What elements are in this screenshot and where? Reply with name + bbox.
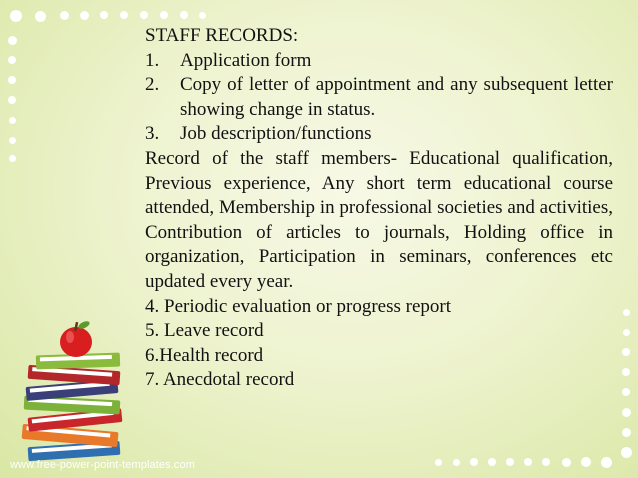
decorative-dot — [622, 408, 631, 417]
list-item: 4. Periodic evaluation or progress report — [145, 295, 452, 317]
list-item-number: 2. — [145, 74, 160, 96]
decorative-dot — [9, 155, 16, 162]
decorative-dot — [8, 56, 16, 64]
decorative-dot — [10, 10, 22, 22]
list-item: 6.Health record — [145, 344, 264, 366]
record-paragraph: Record of the staff members- Educational qualification, Previous experience, Any short term educational course attended, Membership in professional societies and activities, Contribution of articles to journals, Holding office in organization, Participation in seminars, conferences etc updated every year. — [145, 147, 613, 292]
footer-watermark: www.free-power-point-templates.com — [10, 459, 195, 471]
list-item: 5. Leave record — [145, 320, 264, 342]
decorative-dot — [601, 457, 612, 468]
list-item-text: Application form — [180, 49, 312, 71]
numbered-list — [145, 49, 613, 147]
decorative-dot — [506, 458, 514, 466]
decorative-dot — [8, 96, 16, 104]
decorative-dot — [524, 458, 532, 466]
decorative-dot — [140, 11, 148, 19]
decorative-dot — [60, 11, 69, 20]
list-item — [145, 73, 613, 122]
decorative-dot — [100, 11, 108, 19]
slide-heading: STAFF RECORDS: — [145, 25, 299, 46]
books-apple-icon — [14, 316, 140, 462]
decorative-dot — [622, 348, 630, 356]
decorative-dot — [180, 11, 188, 19]
decorative-dot — [622, 428, 631, 437]
decorative-dot — [542, 458, 550, 466]
decorative-dot — [35, 11, 46, 22]
decorative-dot — [622, 388, 630, 396]
list-item-number: 1. — [145, 49, 160, 71]
decorative-dot — [8, 76, 16, 84]
list-item — [145, 122, 613, 147]
decorative-dot — [453, 459, 460, 466]
decorative-dot — [622, 368, 630, 376]
slide-content — [145, 24, 613, 393]
list-item-number: 3. — [145, 123, 160, 145]
decorative-dot — [562, 458, 571, 467]
list-item: 7. Anecdotal record — [145, 369, 295, 391]
decorative-dot — [621, 447, 632, 458]
decorative-dot — [120, 11, 128, 19]
list-item-text: Job description/functions — [180, 123, 372, 145]
decorative-dot — [470, 458, 478, 466]
decorative-dot — [160, 11, 168, 19]
list-item — [145, 49, 613, 74]
decorative-dot — [8, 36, 17, 45]
decorative-dot — [9, 117, 16, 124]
decorative-dot — [80, 11, 89, 20]
decorative-dot — [199, 12, 206, 19]
list-item-text: Copy of letter of appointment and any subsequent letter showing change in status. — [180, 74, 613, 120]
decorative-dot — [435, 459, 442, 466]
decorative-dot — [488, 458, 496, 466]
decorative-dot — [9, 137, 16, 144]
decorative-dot — [623, 329, 630, 336]
decorative-dot — [581, 457, 591, 467]
decorative-dot — [623, 309, 630, 316]
